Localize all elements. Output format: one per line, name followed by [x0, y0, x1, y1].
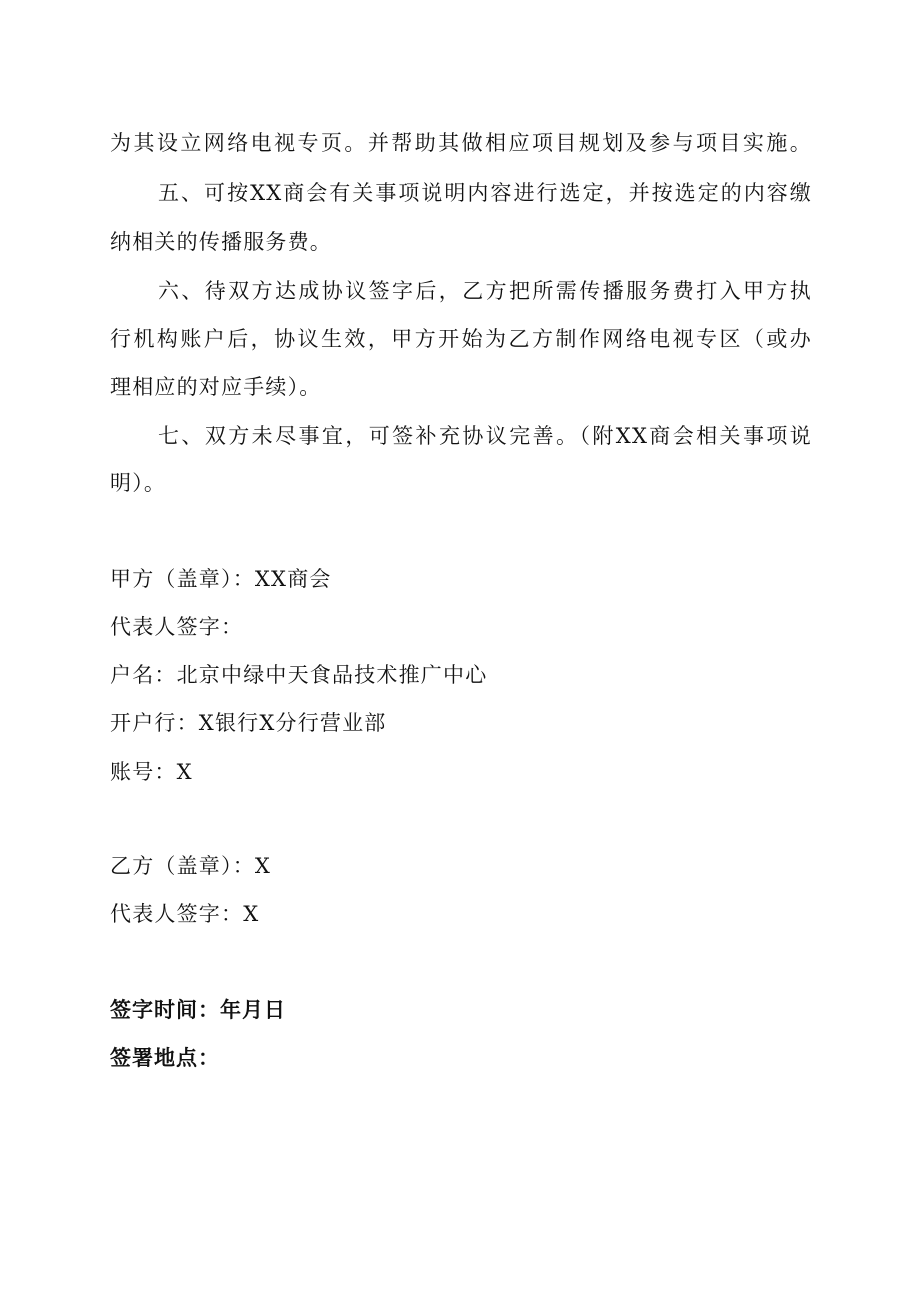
party-a-account-name: 户名：北京中绿中天食品技术推广中心	[110, 663, 488, 687]
party-a-rep-sign: 代表人签字：	[110, 615, 244, 639]
clause-six-line-3: 理相应的对应手续）。	[110, 375, 322, 399]
party-a-seal: 甲方（盖章）：XX商会	[110, 567, 332, 591]
party-a-account-number: 账号：X	[110, 760, 193, 784]
clause-five-line-2: 纳相关的传播服务费。	[110, 230, 332, 254]
clause-five-line-1: 五、可按XX商会有关事项说明内容进行选定，并按选定的内容缴	[158, 181, 812, 205]
signing-time: 签字时间：年月日	[110, 998, 286, 1022]
clause-six-line-2: 行机构账户后，协议生效，甲方开始为乙方制作网络电视专区（或办	[110, 327, 812, 351]
clause-four-continuation: 为其设立网络电视专页。并帮助其做相应项目规划及参与项目实施。	[110, 131, 812, 155]
clause-seven-line-1: 七、双方未尽事宜，可签补充协议完善。（附XX商会相关事项说	[158, 424, 812, 448]
party-b-rep-sign: 代表人签字：X	[110, 902, 260, 926]
clause-seven-line-2: 明）。	[110, 471, 167, 495]
clause-six-line-1: 六、待双方达成协议签字后，乙方把所需传播服务费打入甲方执	[158, 279, 812, 303]
party-b-seal: 乙方（盖章）：X	[110, 854, 272, 878]
party-a-bank: 开户行：X银行X分行营业部	[110, 711, 387, 735]
signing-place: 签署地点：	[110, 1046, 220, 1070]
